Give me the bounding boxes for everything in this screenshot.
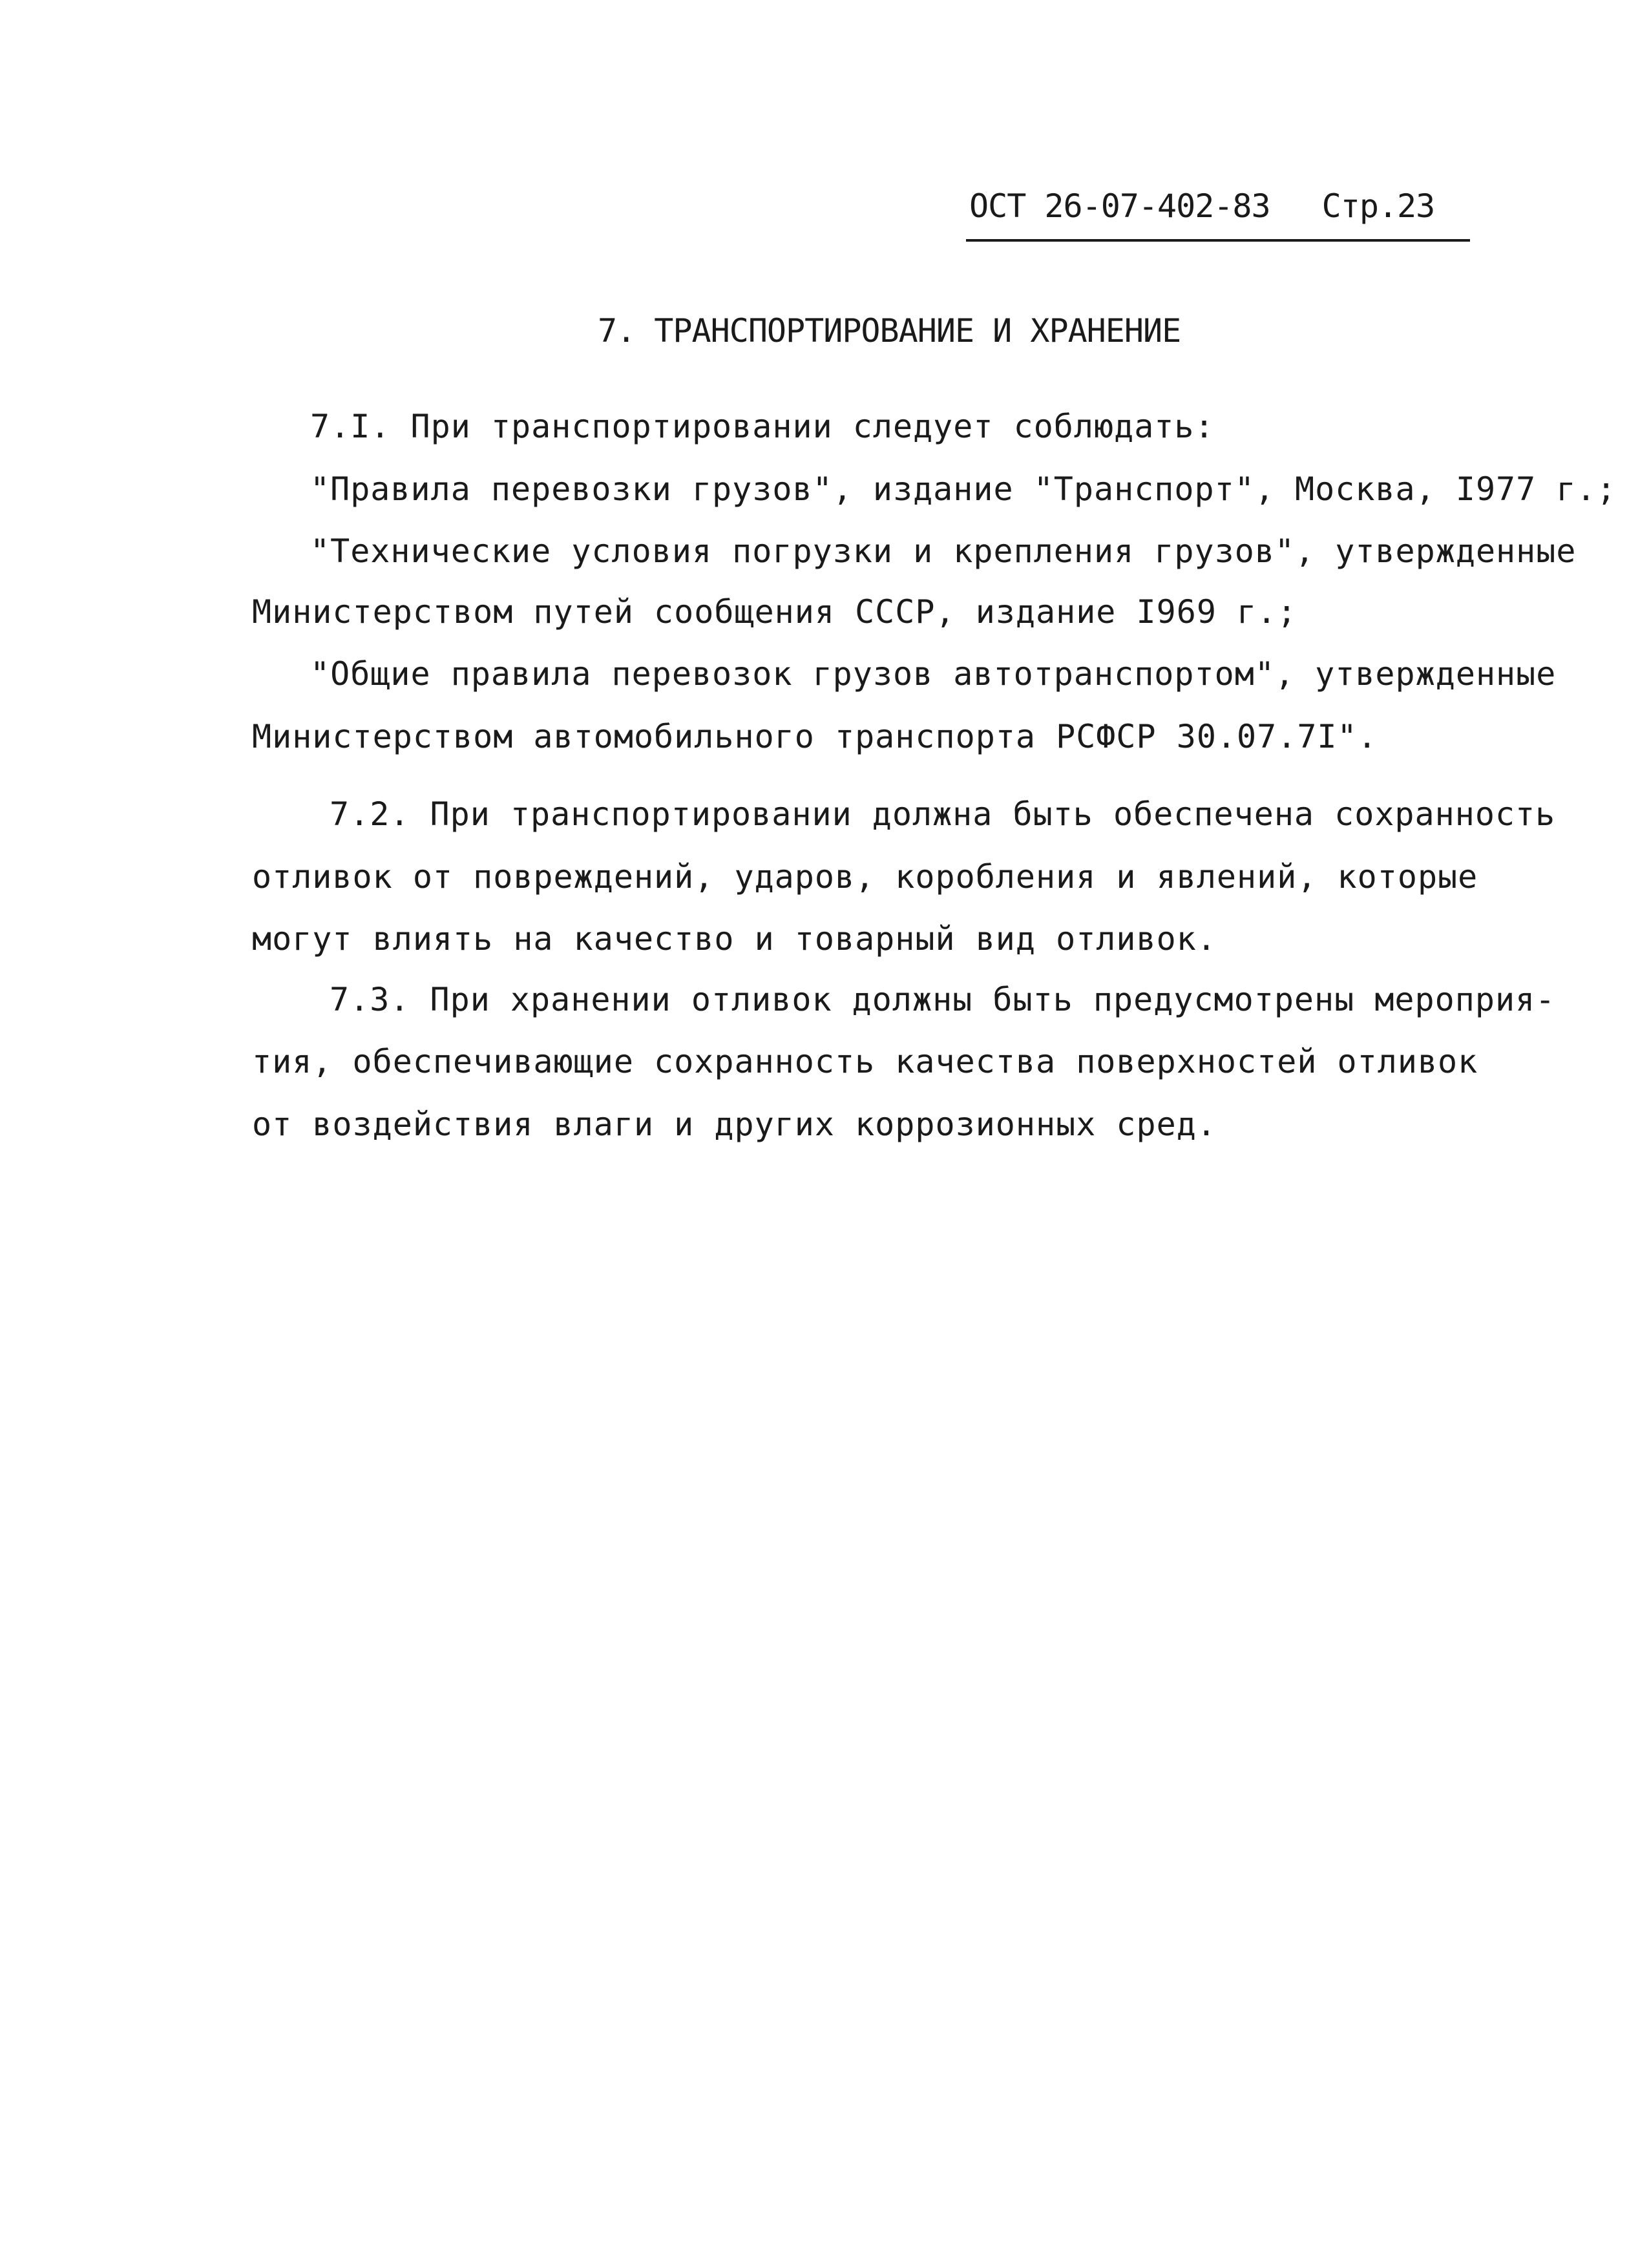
para-7-1-line: Министерством автомобильного транспорта РСФСР 30.07.7I". <box>252 718 1378 755</box>
para-7-2-line: 7.2. При транспортировании должна быть обеспечена сохранность <box>330 795 1556 833</box>
para-7-3-line: тия, обеспечивающие сохранность качества поверхностей отливок <box>252 1043 1478 1080</box>
para-7-1-line: 7.I. При транспортировании следует соблюдать: <box>310 408 1215 445</box>
para-7-1-line: "Общие правила перевозок грузов автотранспортом", утвержденные <box>310 655 1557 693</box>
para-7-3-line: 7.3. При хранении отливок должны быть предусмотрены мероприя- <box>330 981 1556 1018</box>
document-code: ОСТ 26-07-402-83 <box>969 187 1270 225</box>
page-header <box>969 187 1473 225</box>
header-rule <box>966 239 1470 242</box>
para-7-1-line: "Правила перевозки грузов", издание "Транспорт", Москва, I977 г.; <box>310 470 1617 508</box>
page-number: Стр.23 <box>1321 187 1435 225</box>
para-7-3-line: от воздействия влаги и других коррозионных сред. <box>252 1106 1217 1143</box>
section-title: 7. ТРАНСПОРТИРОВАНИЕ И ХРАНЕНИЕ <box>598 312 1181 350</box>
para-7-1-line: Министерством путей сообщения СССР, издание I969 г.; <box>252 593 1297 631</box>
para-7-1-line: "Технические условия погрузки и крепления грузов", утвержденные <box>310 532 1577 570</box>
para-7-2-line: отливок от повреждений, ударов, коробления и явлений, которые <box>252 858 1478 896</box>
para-7-2-line: могут влиять на качество и товарный вид отливок. <box>252 920 1217 958</box>
